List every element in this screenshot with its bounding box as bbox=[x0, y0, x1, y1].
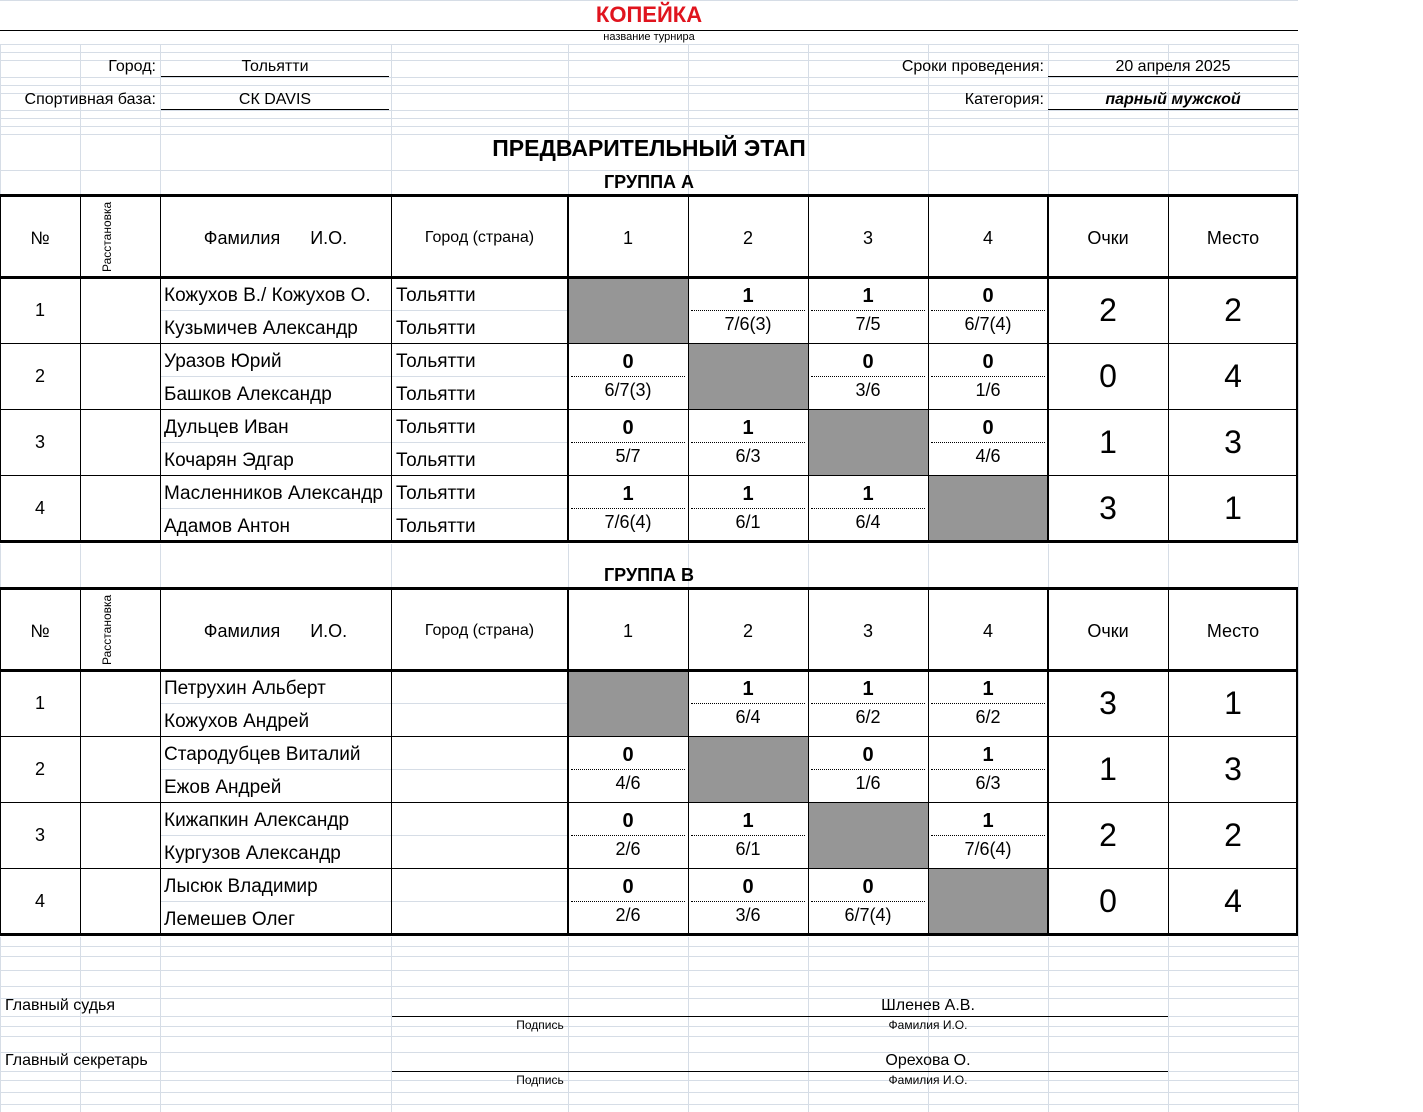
row-num: 3 bbox=[34, 432, 45, 452]
match-score: 6/3 bbox=[975, 773, 1001, 793]
dates-value: 20 апреля 2025 bbox=[1115, 58, 1231, 75]
match-score: 6/2 bbox=[855, 707, 881, 727]
header-name: Фамилия И.О. bbox=[203, 621, 348, 641]
match-win: 1 bbox=[982, 744, 994, 766]
match-win: 1 bbox=[862, 678, 874, 700]
match-win: 1 bbox=[742, 285, 754, 307]
player-name: Ежов Андрей bbox=[164, 777, 282, 798]
match-score: 1/6 bbox=[855, 773, 881, 793]
table-border bbox=[688, 587, 689, 934]
match-score: 6/7(4) bbox=[964, 314, 1012, 334]
row-num: 1 bbox=[34, 300, 45, 320]
self-match-cell bbox=[928, 868, 1048, 934]
row-place: 2 bbox=[1224, 292, 1242, 328]
header-points: Очки bbox=[1087, 621, 1129, 641]
match-win: 1 bbox=[982, 678, 994, 700]
match-result-cell bbox=[808, 868, 928, 934]
match-score: 5/7 bbox=[615, 446, 641, 466]
match-result-cell bbox=[688, 868, 808, 934]
match-score: 3/6 bbox=[855, 380, 881, 400]
header-city: Город (страна) bbox=[424, 229, 535, 246]
table-border bbox=[0, 868, 1298, 869]
chief-secretary-name: Орехова О. bbox=[885, 1052, 971, 1069]
player-name: Стародубцев Виталий bbox=[164, 744, 361, 765]
match-result-cell bbox=[808, 736, 928, 802]
row-points: 2 bbox=[1099, 817, 1117, 853]
match-score: 6/4 bbox=[735, 707, 761, 727]
player-name: Петрухин Альберт bbox=[164, 678, 326, 699]
player-name: Башков Александр bbox=[164, 384, 332, 405]
group-title: ГРУППА А bbox=[603, 172, 695, 192]
player-city: Тольятти bbox=[396, 285, 476, 306]
group-title: ГРУППА В bbox=[603, 565, 695, 585]
match-win: 1 bbox=[982, 810, 994, 832]
tournament-name-caption: название турнира bbox=[603, 31, 695, 43]
header-seed: Расстановка bbox=[100, 594, 114, 665]
table-border bbox=[0, 802, 1298, 803]
header-opponent-4: 4 bbox=[982, 621, 993, 641]
table-border bbox=[928, 587, 929, 934]
row-place: 3 bbox=[1224, 424, 1242, 460]
header-opponent-3: 3 bbox=[862, 228, 873, 248]
match-score: 4/6 bbox=[975, 446, 1001, 466]
category-label: Категория: bbox=[964, 91, 1044, 108]
player-name: Кургузов Александр bbox=[164, 843, 341, 864]
chief-secretary-signature-caption: Подпись bbox=[516, 1073, 564, 1087]
match-score: 1/6 bbox=[975, 380, 1001, 400]
match-win: 1 bbox=[742, 678, 754, 700]
match-score: 6/1 bbox=[735, 512, 761, 532]
tournament-name: КОПЕЙКА bbox=[595, 2, 703, 27]
self-match-cell bbox=[808, 802, 928, 868]
match-score: 6/1 bbox=[735, 839, 761, 859]
row-points: 3 bbox=[1099, 685, 1117, 721]
match-score: 7/6(3) bbox=[724, 314, 772, 334]
match-result-cell bbox=[568, 802, 688, 868]
match-score: 2/6 bbox=[615, 839, 641, 859]
match-win: 1 bbox=[742, 483, 754, 505]
row-num: 1 bbox=[34, 693, 45, 713]
chief-referee-name-caption: Фамилия И.О. bbox=[888, 1018, 968, 1032]
header-city: Город (страна) bbox=[424, 622, 535, 639]
stage-title: ПРЕДВАРИТЕЛЬНЫЙ ЭТАП bbox=[492, 135, 806, 161]
match-result-cell bbox=[568, 868, 688, 934]
player-city: Тольятти bbox=[396, 450, 476, 471]
row-place: 1 bbox=[1224, 685, 1242, 721]
match-score: 3/6 bbox=[735, 905, 761, 925]
match-result-cell bbox=[808, 670, 928, 736]
match-win: 1 bbox=[622, 483, 634, 505]
category-value: парный мужской bbox=[1105, 91, 1241, 108]
header-opponent-2: 2 bbox=[742, 621, 753, 641]
player-name: Кожухов В./ Кожухов О. bbox=[164, 285, 371, 306]
header-num: № bbox=[30, 228, 50, 248]
table-border bbox=[0, 587, 1, 934]
match-score: 6/7(3) bbox=[604, 380, 652, 400]
player-city: Тольятти bbox=[396, 483, 476, 504]
player-name: Кожухов Андрей bbox=[164, 711, 310, 732]
row-place: 4 bbox=[1224, 883, 1242, 919]
row-num: 4 bbox=[34, 498, 45, 518]
match-result-cell bbox=[928, 736, 1048, 802]
table-border bbox=[1047, 587, 1049, 935]
match-win: 0 bbox=[622, 417, 634, 439]
match-score: 6/7(4) bbox=[844, 905, 892, 925]
player-name: Лысюк Владимир bbox=[164, 876, 318, 897]
match-win: 0 bbox=[622, 351, 634, 373]
row-place: 2 bbox=[1224, 817, 1242, 853]
match-win: 1 bbox=[742, 417, 754, 439]
match-result-cell bbox=[688, 670, 808, 736]
table-border bbox=[0, 933, 1298, 936]
player-city: Тольятти bbox=[396, 417, 476, 438]
player-name: Кочарян Эдгар bbox=[164, 450, 294, 471]
venue-label: Спортивная база: bbox=[24, 91, 156, 108]
row-points: 0 bbox=[1099, 358, 1117, 394]
match-result-cell bbox=[928, 802, 1048, 868]
chief-secretary-label: Главный секретарь bbox=[5, 1052, 148, 1069]
match-win: 1 bbox=[862, 285, 874, 307]
header-opponent-4: 4 bbox=[982, 228, 993, 248]
match-result-cell bbox=[928, 670, 1048, 736]
match-win: 1 bbox=[742, 810, 754, 832]
player-name: Кузьмичев Александр bbox=[164, 318, 358, 339]
header-opponent-2: 2 bbox=[742, 228, 753, 248]
city-label: Город: bbox=[108, 58, 156, 75]
row-place: 3 bbox=[1224, 751, 1242, 787]
row-points: 0 bbox=[1099, 883, 1117, 919]
match-score: 6/2 bbox=[975, 707, 1001, 727]
match-win: 0 bbox=[622, 744, 634, 766]
self-match-cell bbox=[568, 670, 688, 736]
player-name: Дульцев Иван bbox=[164, 417, 289, 438]
match-score: 7/6(4) bbox=[964, 839, 1012, 859]
header-opponent-1: 1 bbox=[622, 621, 633, 641]
table-border bbox=[1168, 587, 1169, 934]
match-result-cell bbox=[688, 802, 808, 868]
match-score: 7/5 bbox=[855, 314, 881, 334]
player-city: Тольятти bbox=[396, 318, 476, 339]
chief-referee-signature-caption: Подпись bbox=[516, 1018, 564, 1032]
match-win: 0 bbox=[982, 351, 994, 373]
player-city: Тольятти bbox=[396, 516, 476, 537]
chief-secretary-name-caption: Фамилия И.О. bbox=[888, 1073, 968, 1087]
row-num: 2 bbox=[34, 759, 45, 779]
match-win: 0 bbox=[622, 876, 634, 898]
match-win: 0 bbox=[622, 810, 634, 832]
match-win: 0 bbox=[862, 876, 874, 898]
match-win: 0 bbox=[742, 876, 754, 898]
venue-value: СК DAVIS bbox=[238, 91, 312, 108]
row-num: 3 bbox=[34, 825, 45, 845]
player-name: Масленников Александр bbox=[164, 483, 383, 504]
match-result-cell bbox=[568, 736, 688, 802]
player-city: Тольятти bbox=[396, 351, 476, 372]
table-border bbox=[80, 587, 81, 934]
player-name: Адамов Антон bbox=[164, 516, 291, 537]
player-name: Лемешев Олег bbox=[164, 909, 295, 930]
row-place: 1 bbox=[1224, 490, 1242, 526]
row-points: 2 bbox=[1099, 292, 1117, 328]
header-place: Место bbox=[1206, 621, 1260, 641]
table-border bbox=[391, 587, 392, 934]
row-place: 4 bbox=[1224, 358, 1242, 394]
header-seed: Расстановка bbox=[100, 201, 114, 272]
match-win: 0 bbox=[982, 285, 994, 307]
match-score: 2/6 bbox=[615, 905, 641, 925]
table-border bbox=[0, 669, 1298, 672]
city-value: Тольятти bbox=[241, 58, 309, 75]
row-points: 3 bbox=[1099, 490, 1117, 526]
row-num: 2 bbox=[34, 366, 45, 386]
match-win: 0 bbox=[862, 744, 874, 766]
header-num: № bbox=[30, 621, 50, 641]
table-border bbox=[567, 587, 569, 935]
match-win: 0 bbox=[982, 417, 994, 439]
row-num: 4 bbox=[34, 891, 45, 911]
header-opponent-3: 3 bbox=[862, 621, 873, 641]
match-win: 0 bbox=[862, 351, 874, 373]
header-points: Очки bbox=[1087, 228, 1129, 248]
self-match-cell bbox=[688, 736, 808, 802]
header-place: Место bbox=[1206, 228, 1260, 248]
match-score: 6/4 bbox=[855, 512, 881, 532]
player-name: Кижапкин Александр bbox=[164, 810, 350, 831]
match-score: 6/3 bbox=[735, 446, 761, 466]
player-city: Тольятти bbox=[396, 384, 476, 405]
table-border bbox=[1296, 587, 1298, 935]
table-border bbox=[808, 587, 809, 934]
chief-referee-name: Шленев А.В. bbox=[881, 997, 975, 1014]
table-border bbox=[0, 587, 1298, 590]
match-score: 4/6 bbox=[615, 773, 641, 793]
match-score: 7/6(4) bbox=[604, 512, 652, 532]
row-points: 1 bbox=[1099, 751, 1117, 787]
header-name: Фамилия И.О. bbox=[203, 228, 348, 248]
player-name: Уразов Юрий bbox=[164, 351, 282, 372]
match-win: 1 bbox=[862, 483, 874, 505]
table-border bbox=[160, 587, 161, 934]
dates-label: Сроки проведения: bbox=[901, 58, 1044, 75]
row-points: 1 bbox=[1099, 424, 1117, 460]
header-opponent-1: 1 bbox=[622, 228, 633, 248]
chief-referee-label: Главный судья bbox=[5, 997, 116, 1014]
table-border bbox=[0, 736, 1298, 737]
